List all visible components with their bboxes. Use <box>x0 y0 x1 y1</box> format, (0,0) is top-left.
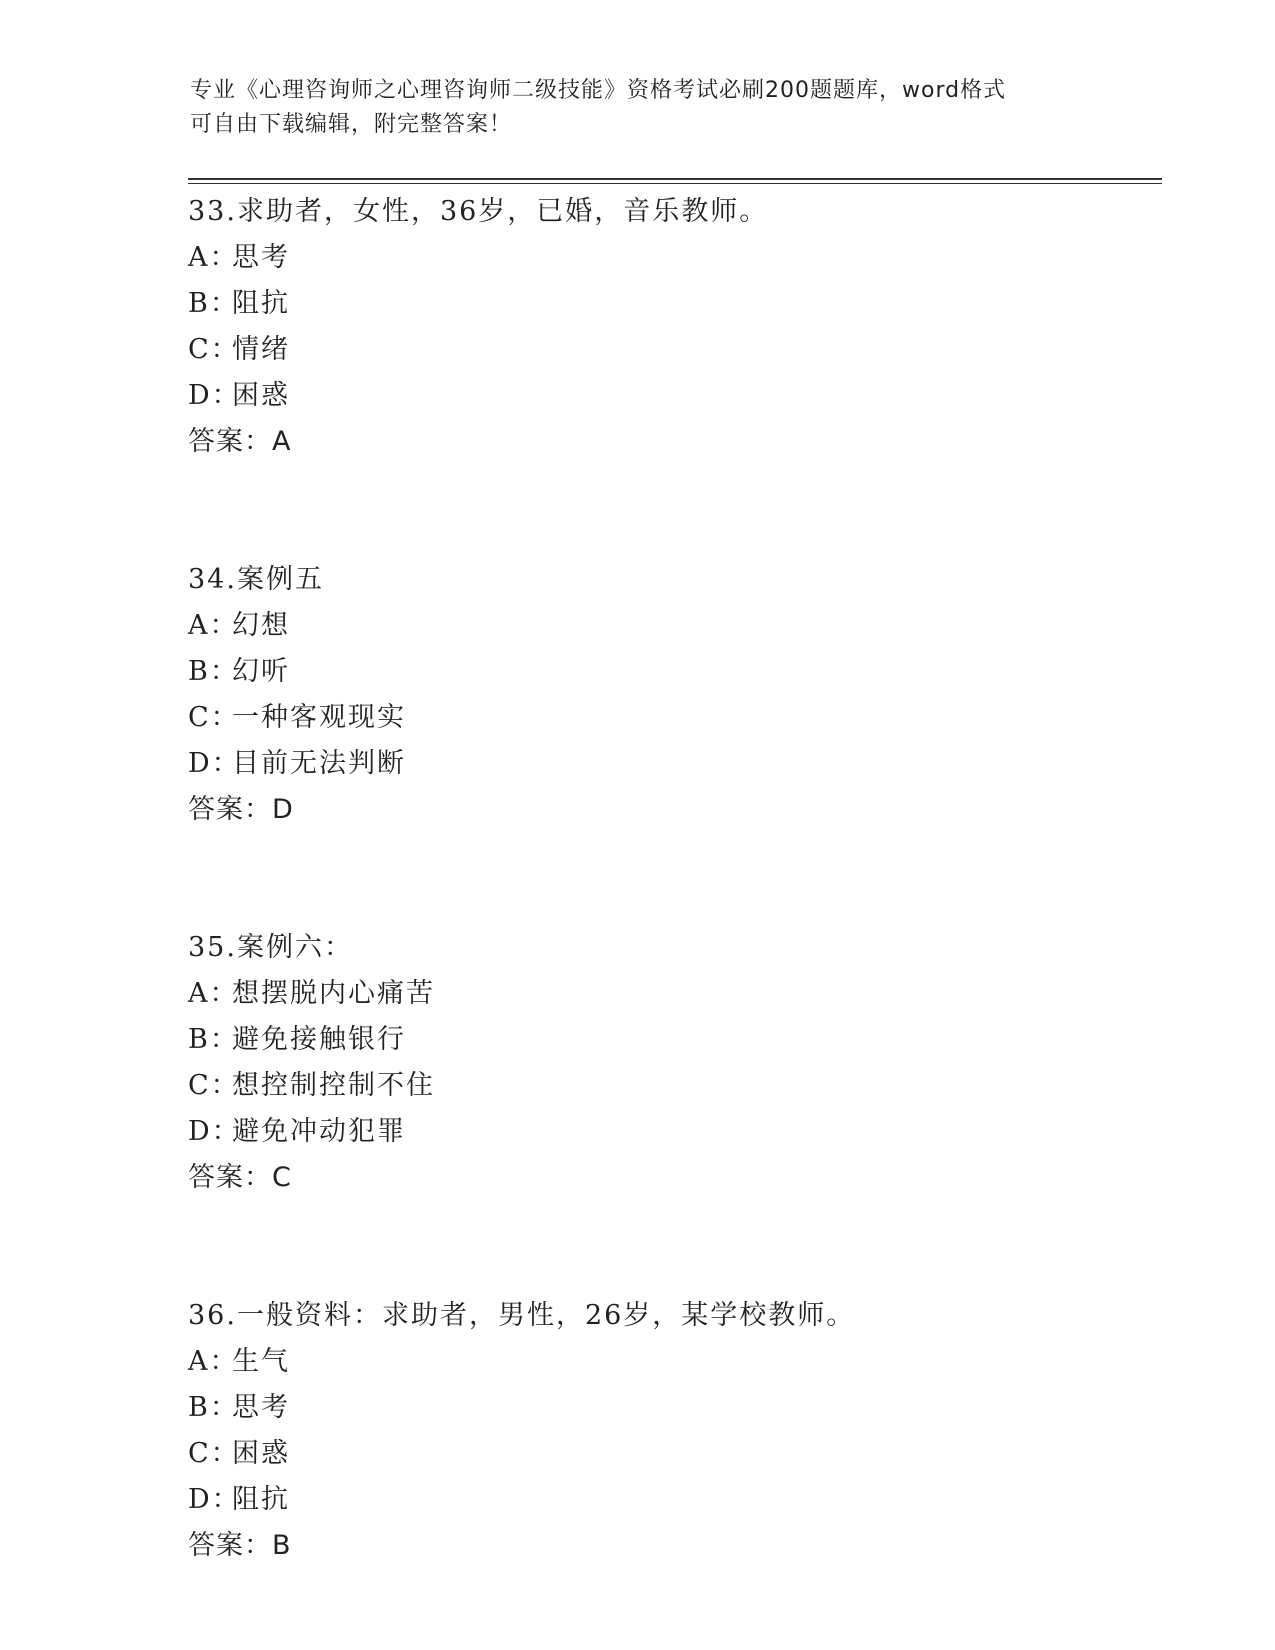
answer-line <box>188 419 1148 465</box>
option-text: 思考 <box>232 1392 290 1423</box>
question-stem: 33.求助者，女性，36岁，已婚，音乐教师。 <box>188 196 769 227</box>
answer-line <box>188 787 1148 833</box>
option-d <box>188 373 1148 419</box>
option-text: 困惑 <box>232 380 290 411</box>
header-line-2: 可自由下载编辑，附完整答案！ <box>190 112 513 137</box>
option-text: 幻想 <box>232 610 290 641</box>
option-text: 困惑 <box>232 1438 290 1469</box>
question-stem: 34.案例五 <box>188 564 324 595</box>
option-text: 幻听 <box>232 656 290 687</box>
answer-value: C <box>272 1162 292 1193</box>
option-text: 阻抗 <box>232 288 290 319</box>
option-a <box>188 1339 1148 1385</box>
option-b <box>188 1017 1148 1063</box>
answer-value: D <box>272 794 294 825</box>
option-c <box>188 327 1148 373</box>
question-spacer <box>188 833 1148 925</box>
option-text: 避免接触银行 <box>232 1024 406 1055</box>
option-d <box>188 1477 1148 1523</box>
option-label: B： <box>188 1392 239 1423</box>
question-33 <box>188 189 1148 465</box>
option-text: 思考 <box>232 242 290 273</box>
question-36 <box>188 1293 1148 1569</box>
option-label: A： <box>188 1346 239 1377</box>
question-stem: 35.案例六： <box>188 932 353 963</box>
answer-label: 答案： <box>188 1530 272 1561</box>
option-text: 阻抗 <box>232 1484 290 1515</box>
option-text: 生气 <box>232 1346 290 1377</box>
answer-value: B <box>272 1530 292 1561</box>
option-label: D： <box>188 748 241 779</box>
option-label: C： <box>188 334 240 365</box>
header-divider-thick <box>188 178 1162 180</box>
document-header <box>190 74 1090 142</box>
option-text: 目前无法判断 <box>232 748 406 779</box>
question-stem: 36.一般资料：求助者，男性，26岁，某学校教师。 <box>188 1300 856 1331</box>
option-text: 避免冲动犯罪 <box>232 1116 406 1147</box>
option-label: C： <box>188 1070 240 1101</box>
option-d <box>188 1109 1148 1155</box>
option-b <box>188 1385 1148 1431</box>
option-c <box>188 1063 1148 1109</box>
option-a <box>188 235 1148 281</box>
option-label: B： <box>188 288 239 319</box>
option-c <box>188 1431 1148 1477</box>
option-label: D： <box>188 1484 241 1515</box>
option-text: 想控制控制不住 <box>232 1070 435 1101</box>
option-label: C： <box>188 1438 240 1469</box>
answer-label: 答案： <box>188 426 272 457</box>
answer-value: A <box>272 426 292 457</box>
option-a <box>188 603 1148 649</box>
option-text: 情绪 <box>232 334 290 365</box>
question-spacer <box>188 465 1148 557</box>
option-c <box>188 695 1148 741</box>
option-text: 想摆脱内心痛苦 <box>232 978 435 1009</box>
option-b <box>188 649 1148 695</box>
question-spacer <box>188 1201 1148 1293</box>
option-label: B： <box>188 1024 239 1055</box>
option-label: B： <box>188 656 239 687</box>
answer-line <box>188 1523 1148 1569</box>
header-line-1: 专业《心理咨询师之心理咨询师二级技能》资格考试必刷200题题库，word格式 <box>190 78 1007 103</box>
option-label: A： <box>188 610 239 641</box>
question-list <box>188 189 1148 1569</box>
option-text: 一种客观现实 <box>232 702 406 733</box>
option-a <box>188 971 1148 1017</box>
option-label: A： <box>188 978 239 1009</box>
option-d <box>188 741 1148 787</box>
option-label: D： <box>188 380 241 411</box>
question-34 <box>188 557 1148 833</box>
option-label: A： <box>188 242 239 273</box>
answer-line <box>188 1155 1148 1201</box>
answer-label: 答案： <box>188 1162 272 1193</box>
answer-label: 答案： <box>188 794 272 825</box>
option-label: D： <box>188 1116 241 1147</box>
option-b <box>188 281 1148 327</box>
option-label: C： <box>188 702 240 733</box>
question-35 <box>188 925 1148 1201</box>
header-divider-thin <box>188 183 1162 184</box>
